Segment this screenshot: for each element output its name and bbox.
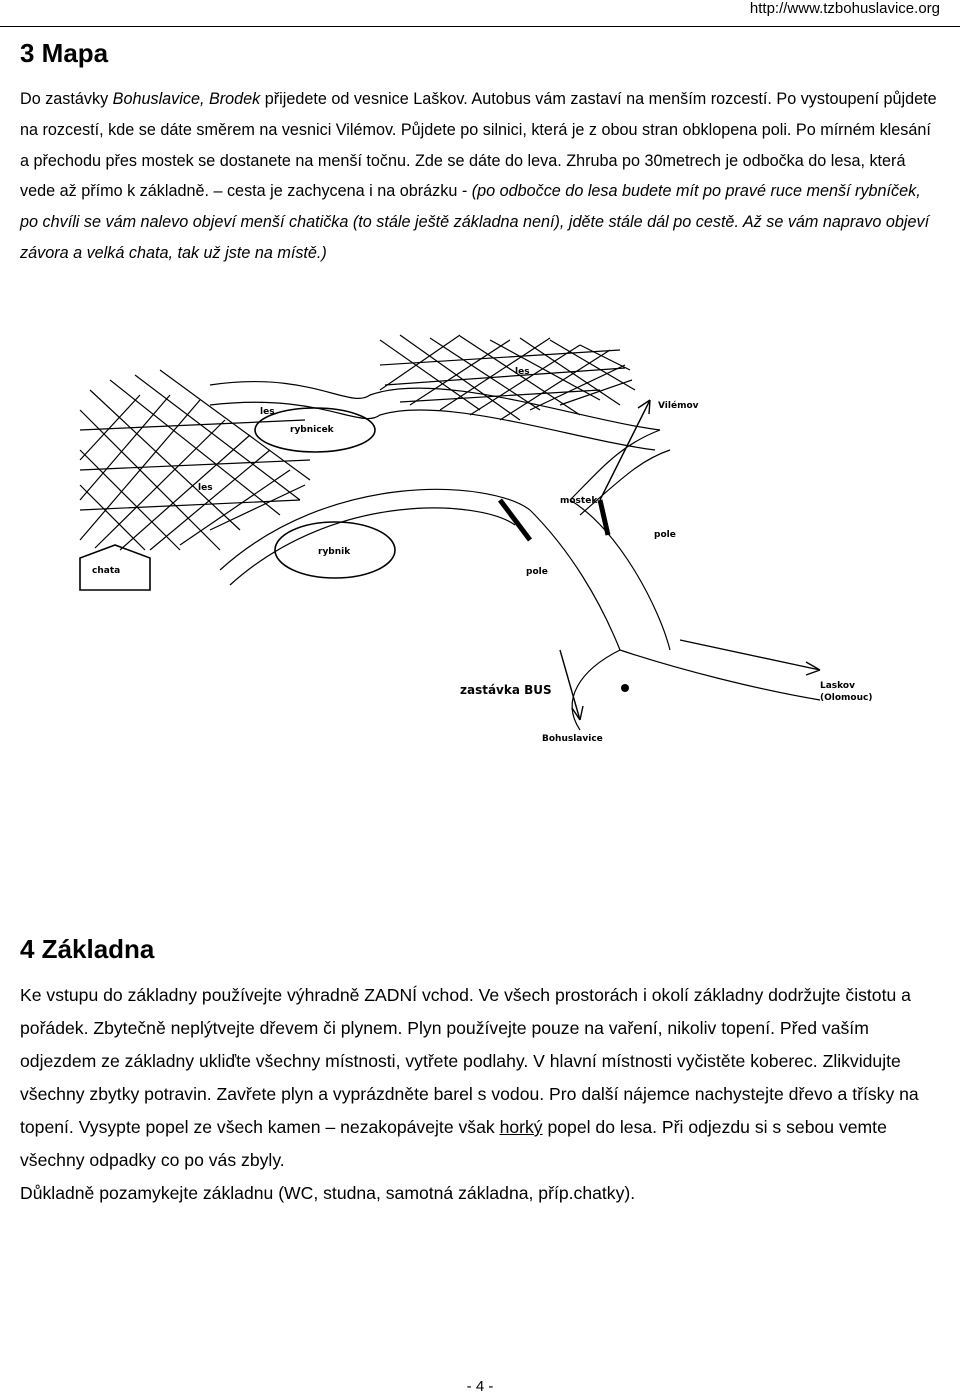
label-laskov: Laskov: [820, 681, 855, 691]
arrow-bohuslavice: [560, 650, 583, 720]
section-4-title: 4 Základna: [20, 934, 155, 964]
bridge-right: [600, 500, 608, 535]
section-4-text: [20, 979, 945, 1210]
rules-paragraph: [20, 979, 945, 1177]
text-route-detail: (po odbočce do lesa budete mít po pravé ruce menší rybníček, po chvíli se vám nalevo objeví menší chatička (to stále ještě základna není), jděte stále dál po cestě. Až se vám napravo objeví závora a velká chata, tak už jste na místě.): [20, 182, 930, 262]
arrow-vilemov: [600, 400, 650, 500]
road-to-laskov: [620, 650, 820, 700]
label-les-left-top: les: [260, 407, 275, 417]
rules-text-end: popel do lesa. Při odjezdu si s sebou vemte všechny odpadky co po vás zbyly.: [20, 1117, 887, 1170]
forest-top-hatch: [380, 335, 635, 420]
text-note: – cesta je zachycena i na obrázku -: [208, 182, 472, 201]
label-pole-right: pole: [654, 530, 676, 540]
route-map-drawing: [60, 310, 920, 770]
bus-stop-dot: [621, 684, 629, 692]
page-number: - 4 -: [466, 1378, 494, 1395]
lock-paragraph: Důkladně pozamykejte základnu (WC, studna, samotná základna, příp.chatky).: [20, 1183, 636, 1203]
label-bus-stop: zastávka BUS: [460, 683, 552, 697]
rules-emphasis: horký: [499, 1117, 543, 1137]
header-url[interactable]: http://www.tzbohuslavice.org: [749, 0, 940, 17]
forest-left-hatch: [80, 370, 310, 550]
road-forest-edge-2: [210, 402, 655, 450]
road-lower-left-2: [230, 508, 515, 585]
label-les-top: les: [515, 367, 530, 377]
bridge-left: [500, 500, 530, 540]
text-lead: Do zastávky: [20, 90, 113, 108]
rules-text: Ke vstupu do základny používejte výhradně ZADNÍ vchod. Ve všech prostorách i okolí základny dodržujte čistotu a pořádek. Zbytečně neplýtvejte dřevem či plynem. Plyn používejte pouze na vaření, nikoliv topení. Před vaším odjezdem ze základny ukliďte všechny místnosti, vytřete podlahy. V hlavní místnosti vyčistěte koberec. Zlikvidujte všechny zbytky potravin. Zavřete plyn a vyprázdněte barel s vodou. Pro další nájemce nachystejte dřevo a třísky na topení. Vysypte popel ze všech kamen – nezakopávejte však: [20, 985, 919, 1137]
label-olomouc: (Olomouc): [820, 693, 873, 703]
route-map: [60, 310, 920, 770]
label-vilemov: Vilémov: [658, 401, 699, 411]
main-road-right: [570, 500, 670, 650]
label-bohuslavice: Bohuslavice: [542, 734, 603, 744]
road-to-vilemov: [570, 430, 660, 500]
arrow-laskov: [680, 640, 820, 675]
label-pole-center: pole: [526, 567, 548, 577]
label-mostek: mostek: [560, 496, 598, 506]
text-route: přijedete od vesnice Laškov. Autobus vám zastaví na menším rozcestí. Po vystoupení půjdete na rozcestí, kde se dáte směrem na vesnici Vilémov. Půjdete po silnici, která je z obou stran obklopena poli. Po mírném klesání a přechodu přes mostek se dostanete na menší točnu. Zde se dáte do leva. Zhruba po 30metrech je odbočka do lesa, která vede až přímo k základně.: [20, 90, 937, 201]
section-3-text: [20, 84, 940, 269]
road-forest-edge: [210, 382, 660, 430]
label-rybnicek: rybnicek: [290, 425, 334, 435]
label-les-left: les: [198, 483, 213, 493]
section-3-title: 3 Mapa: [20, 38, 109, 68]
stop-name: Bohuslavice, Brodek: [112, 90, 261, 108]
header-divider: [0, 26, 960, 27]
label-rybnik: rybnik: [318, 547, 351, 557]
label-chata: chata: [92, 566, 121, 576]
